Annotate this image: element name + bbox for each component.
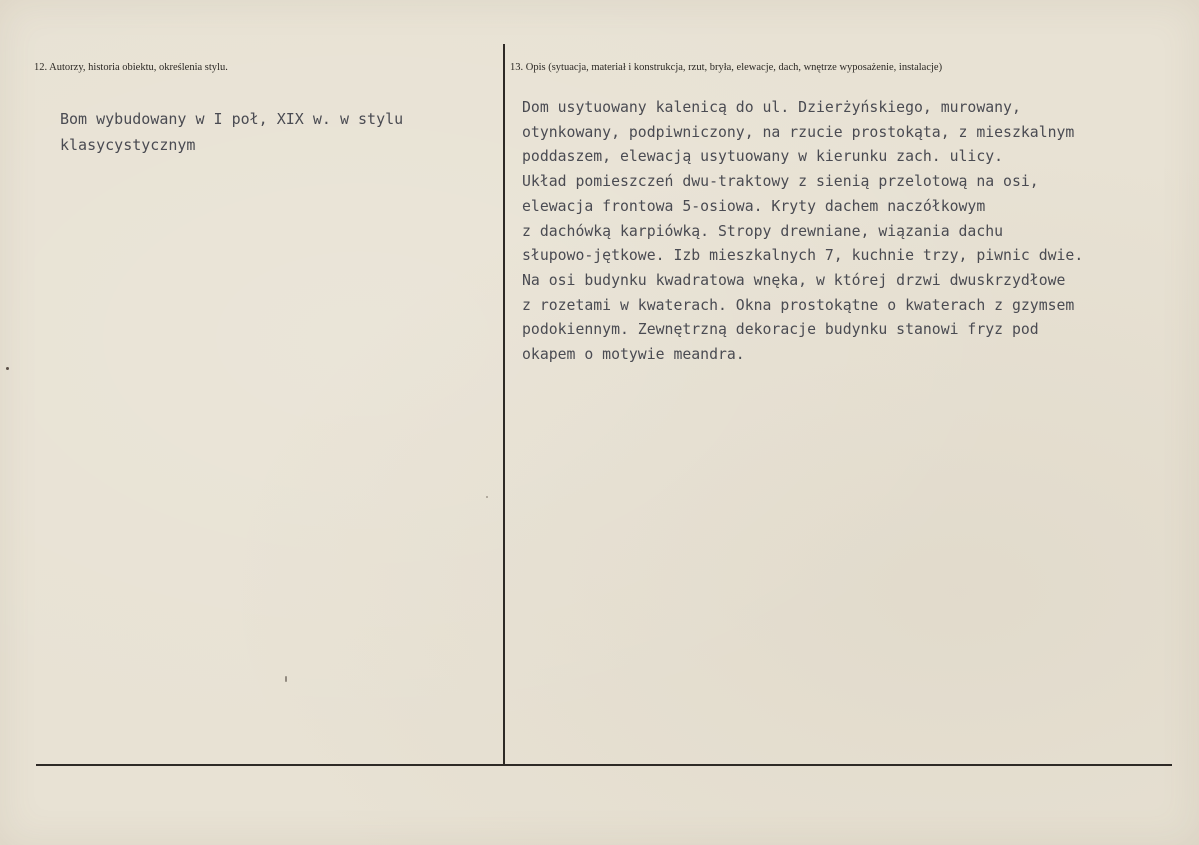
paper-speck — [486, 496, 488, 498]
description-line: słupowo-jętkowe. Izb mieszkalnych 7, kuchnie trzy, piwnic dwie. — [522, 247, 1084, 265]
description-line: z dachówką karpiówką. Stropy drewniane, wiązania dachu — [522, 222, 1004, 240]
paper-speck — [285, 676, 287, 682]
column-divider — [503, 44, 505, 764]
description-line: podokiennym. Zewnętrzną dekoracje budynku stanowi fryz pod — [522, 321, 1039, 339]
history-line: Bom wybudowany w I poł, XIX w. w stylu — [60, 110, 404, 128]
description-line: elewacja frontowa 5-osiowa. Kryty dachem naczółkowym — [522, 197, 986, 215]
description-line: okapem o motywie meandra. — [522, 346, 745, 364]
description-line: z rozetami w kwaterach. Okna prostokątne o kwaterach z gzymsem — [522, 296, 1075, 314]
description-line: Dom usytuowany kalenicą do ul. Dzierżyńskiego, murowany, — [522, 99, 1021, 116]
description-line: otynkowany, podpiwniczony, na rzucie prostokąta, z mieszkalnym — [522, 123, 1075, 141]
paper-speck — [6, 367, 9, 370]
bottom-rule — [36, 764, 1172, 766]
history-text — [60, 106, 403, 158]
description-text — [522, 96, 1083, 368]
section-12-label: 12. Autorzy, historia obiektu, określenia stylu. — [34, 62, 228, 73]
history-line: klasycystycznym — [60, 136, 196, 154]
description-line: poddaszem, elewacją usytuowany w kierunku zach. ulicy. — [522, 148, 1004, 166]
section-13-label: 13. Opis (sytuacja, materiał i konstrukcja, rzut, bryła, elewacje, dach, wnętrze wyposażenie, instalacje) — [510, 62, 943, 73]
description-line: Na osi budynku kwadratowa wnęka, w której drzwi dwuskrzydłowe — [522, 271, 1066, 289]
description-line: Układ pomieszczeń dwu-traktowy z sienią przelotową na osi, — [522, 173, 1039, 191]
